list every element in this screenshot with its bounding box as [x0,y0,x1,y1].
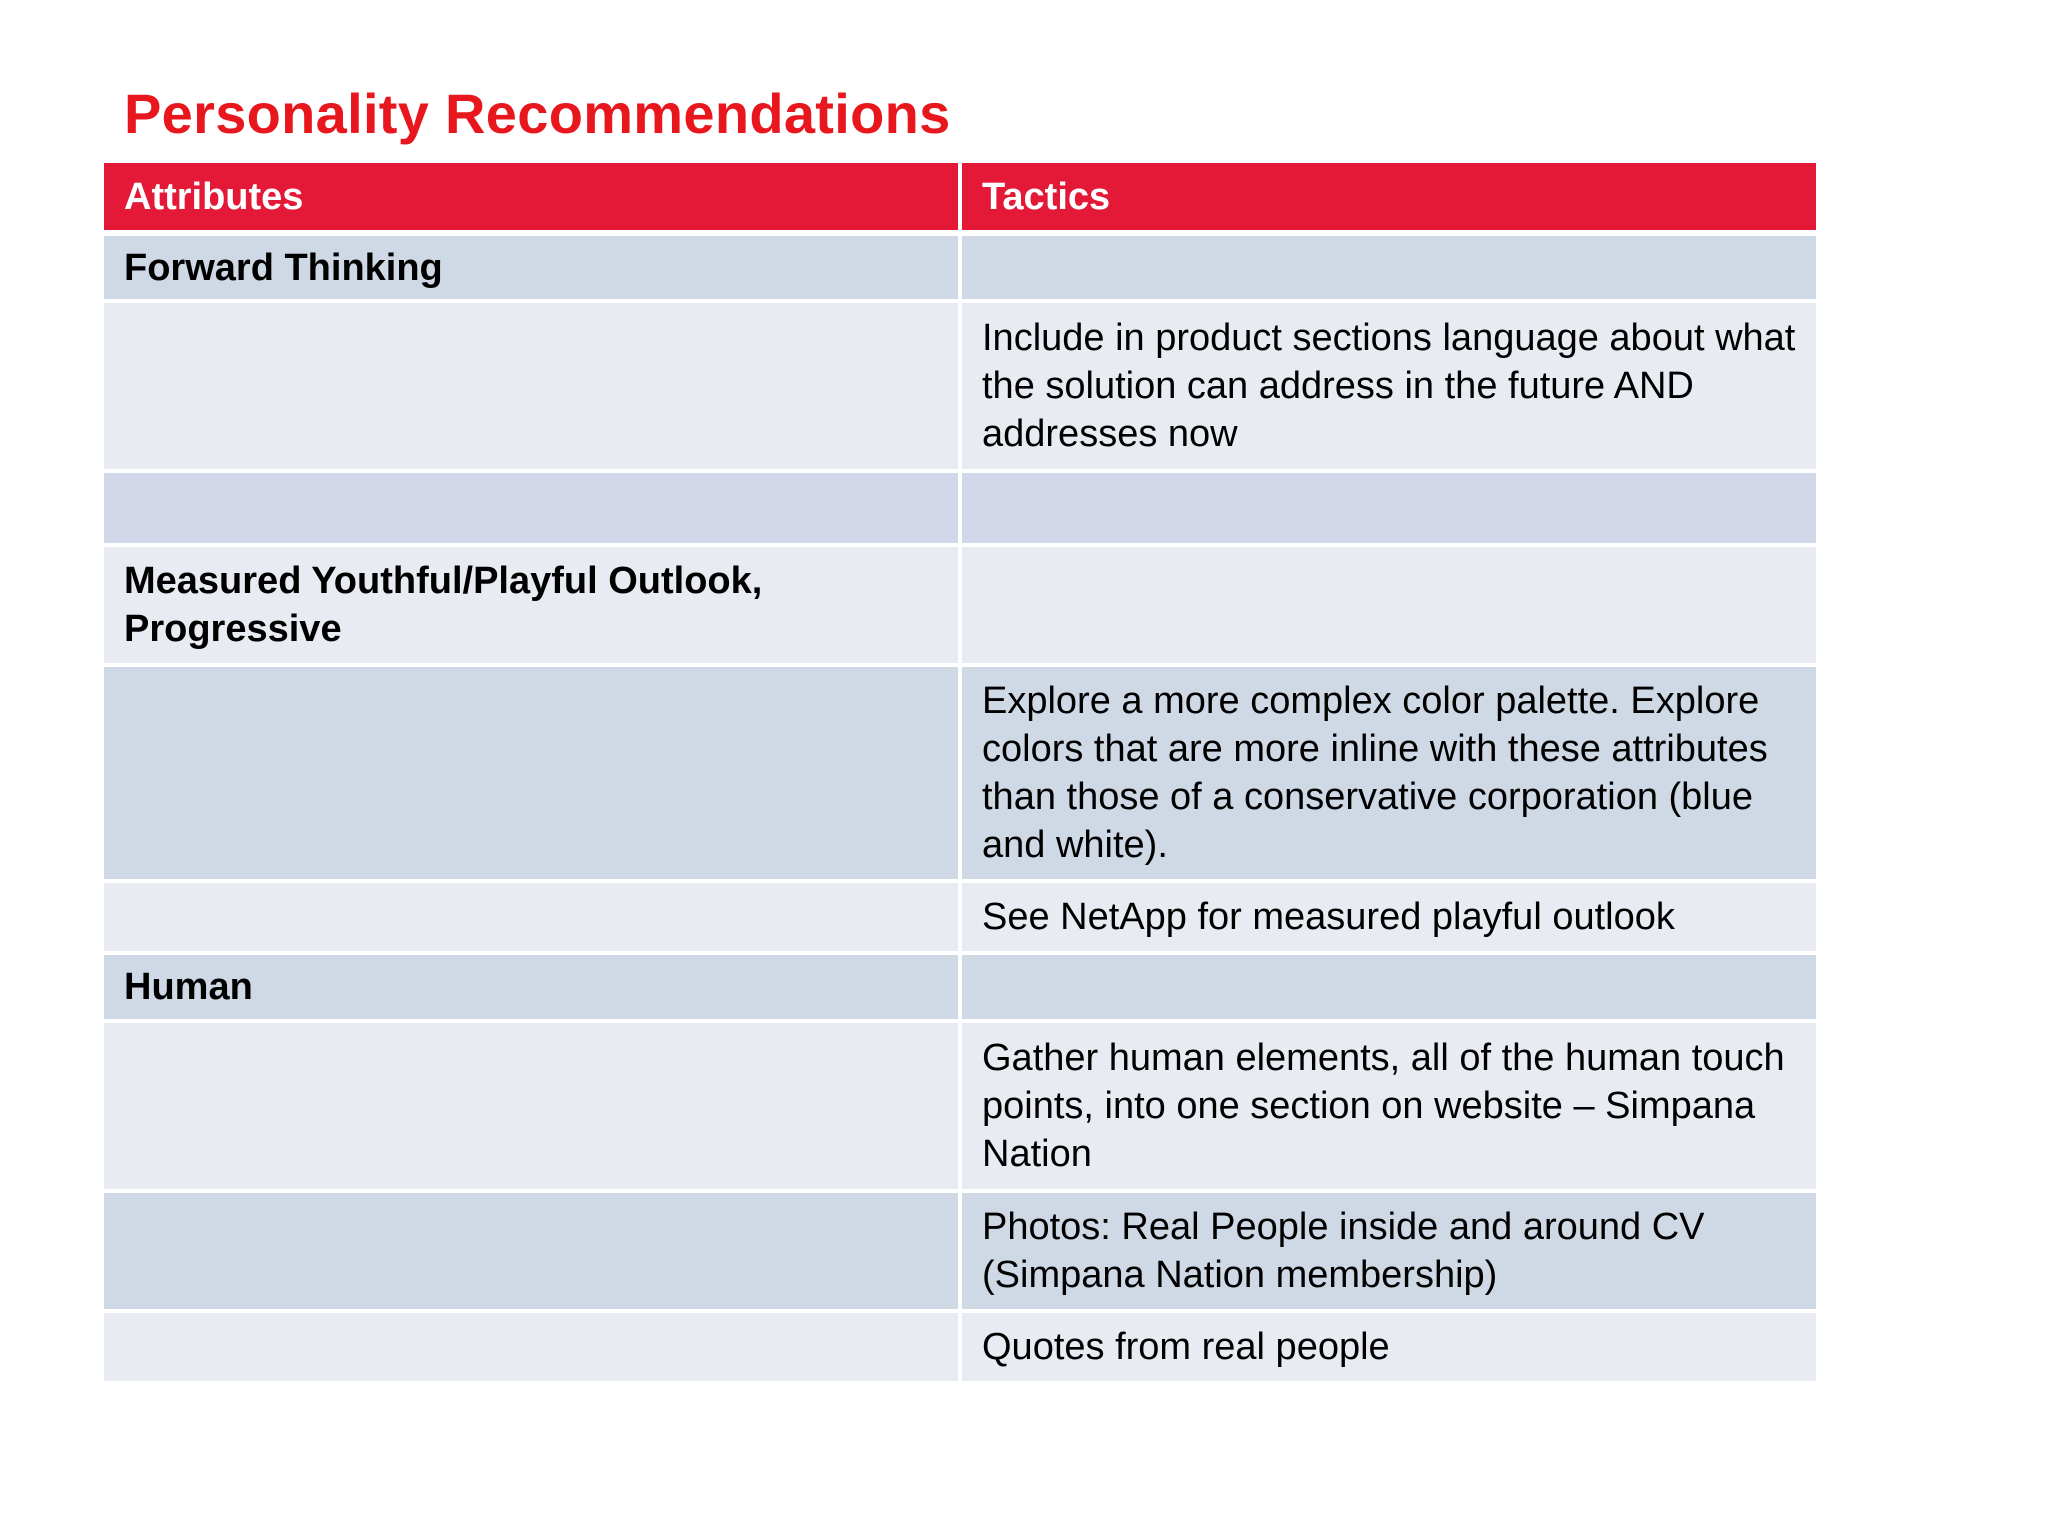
table-row [104,881,1816,953]
tactic-cell: Quotes from real people [960,1311,1816,1381]
table-row [104,471,1816,545]
table-header-row [104,163,1816,233]
tactic-cell [960,953,1816,1021]
attribute-cell [104,881,960,953]
tactic-cell: Photos: Real People inside and around CV (Simpana Nation membership) [960,1191,1816,1311]
tactic-cell [960,233,1816,301]
header-attributes: Attributes [104,163,960,233]
attribute-cell [104,1191,960,1311]
table-row [104,1021,1816,1191]
table-row [104,1191,1816,1311]
attribute-cell [104,301,960,471]
attribute-cell: Forward Thinking [104,233,960,301]
attribute-cell: Measured Youthful/Playful Outlook, Progressive [104,545,960,665]
tactic-cell: Explore a more complex color palette. Explore colors that are more inline with these attributes than those of a conservative corporation (blue and white). [960,665,1816,881]
attribute-cell [104,471,960,545]
attribute-cell: Human [104,953,960,1021]
tactic-cell [960,471,1816,545]
tactic-cell: Gather human elements, all of the human touch points, into one section on website – Simpana Nation [960,1021,1816,1191]
table-row [104,301,1816,471]
page-title: Personality Recommendations [124,82,951,145]
table-row [104,665,1816,881]
table-row [104,1311,1816,1381]
header-tactics: Tactics [960,163,1816,233]
tactic-cell [960,545,1816,665]
attribute-cell [104,1311,960,1381]
table-row [104,953,1816,1021]
recommendations-table [104,163,1816,1381]
tactic-cell: Include in product sections language about what the solution can address in the future AND addresses now [960,301,1816,471]
attribute-cell [104,665,960,881]
attribute-cell [104,1021,960,1191]
table-row [104,233,1816,301]
table-row [104,545,1816,665]
tactic-cell: See NetApp for measured playful outlook [960,881,1816,953]
